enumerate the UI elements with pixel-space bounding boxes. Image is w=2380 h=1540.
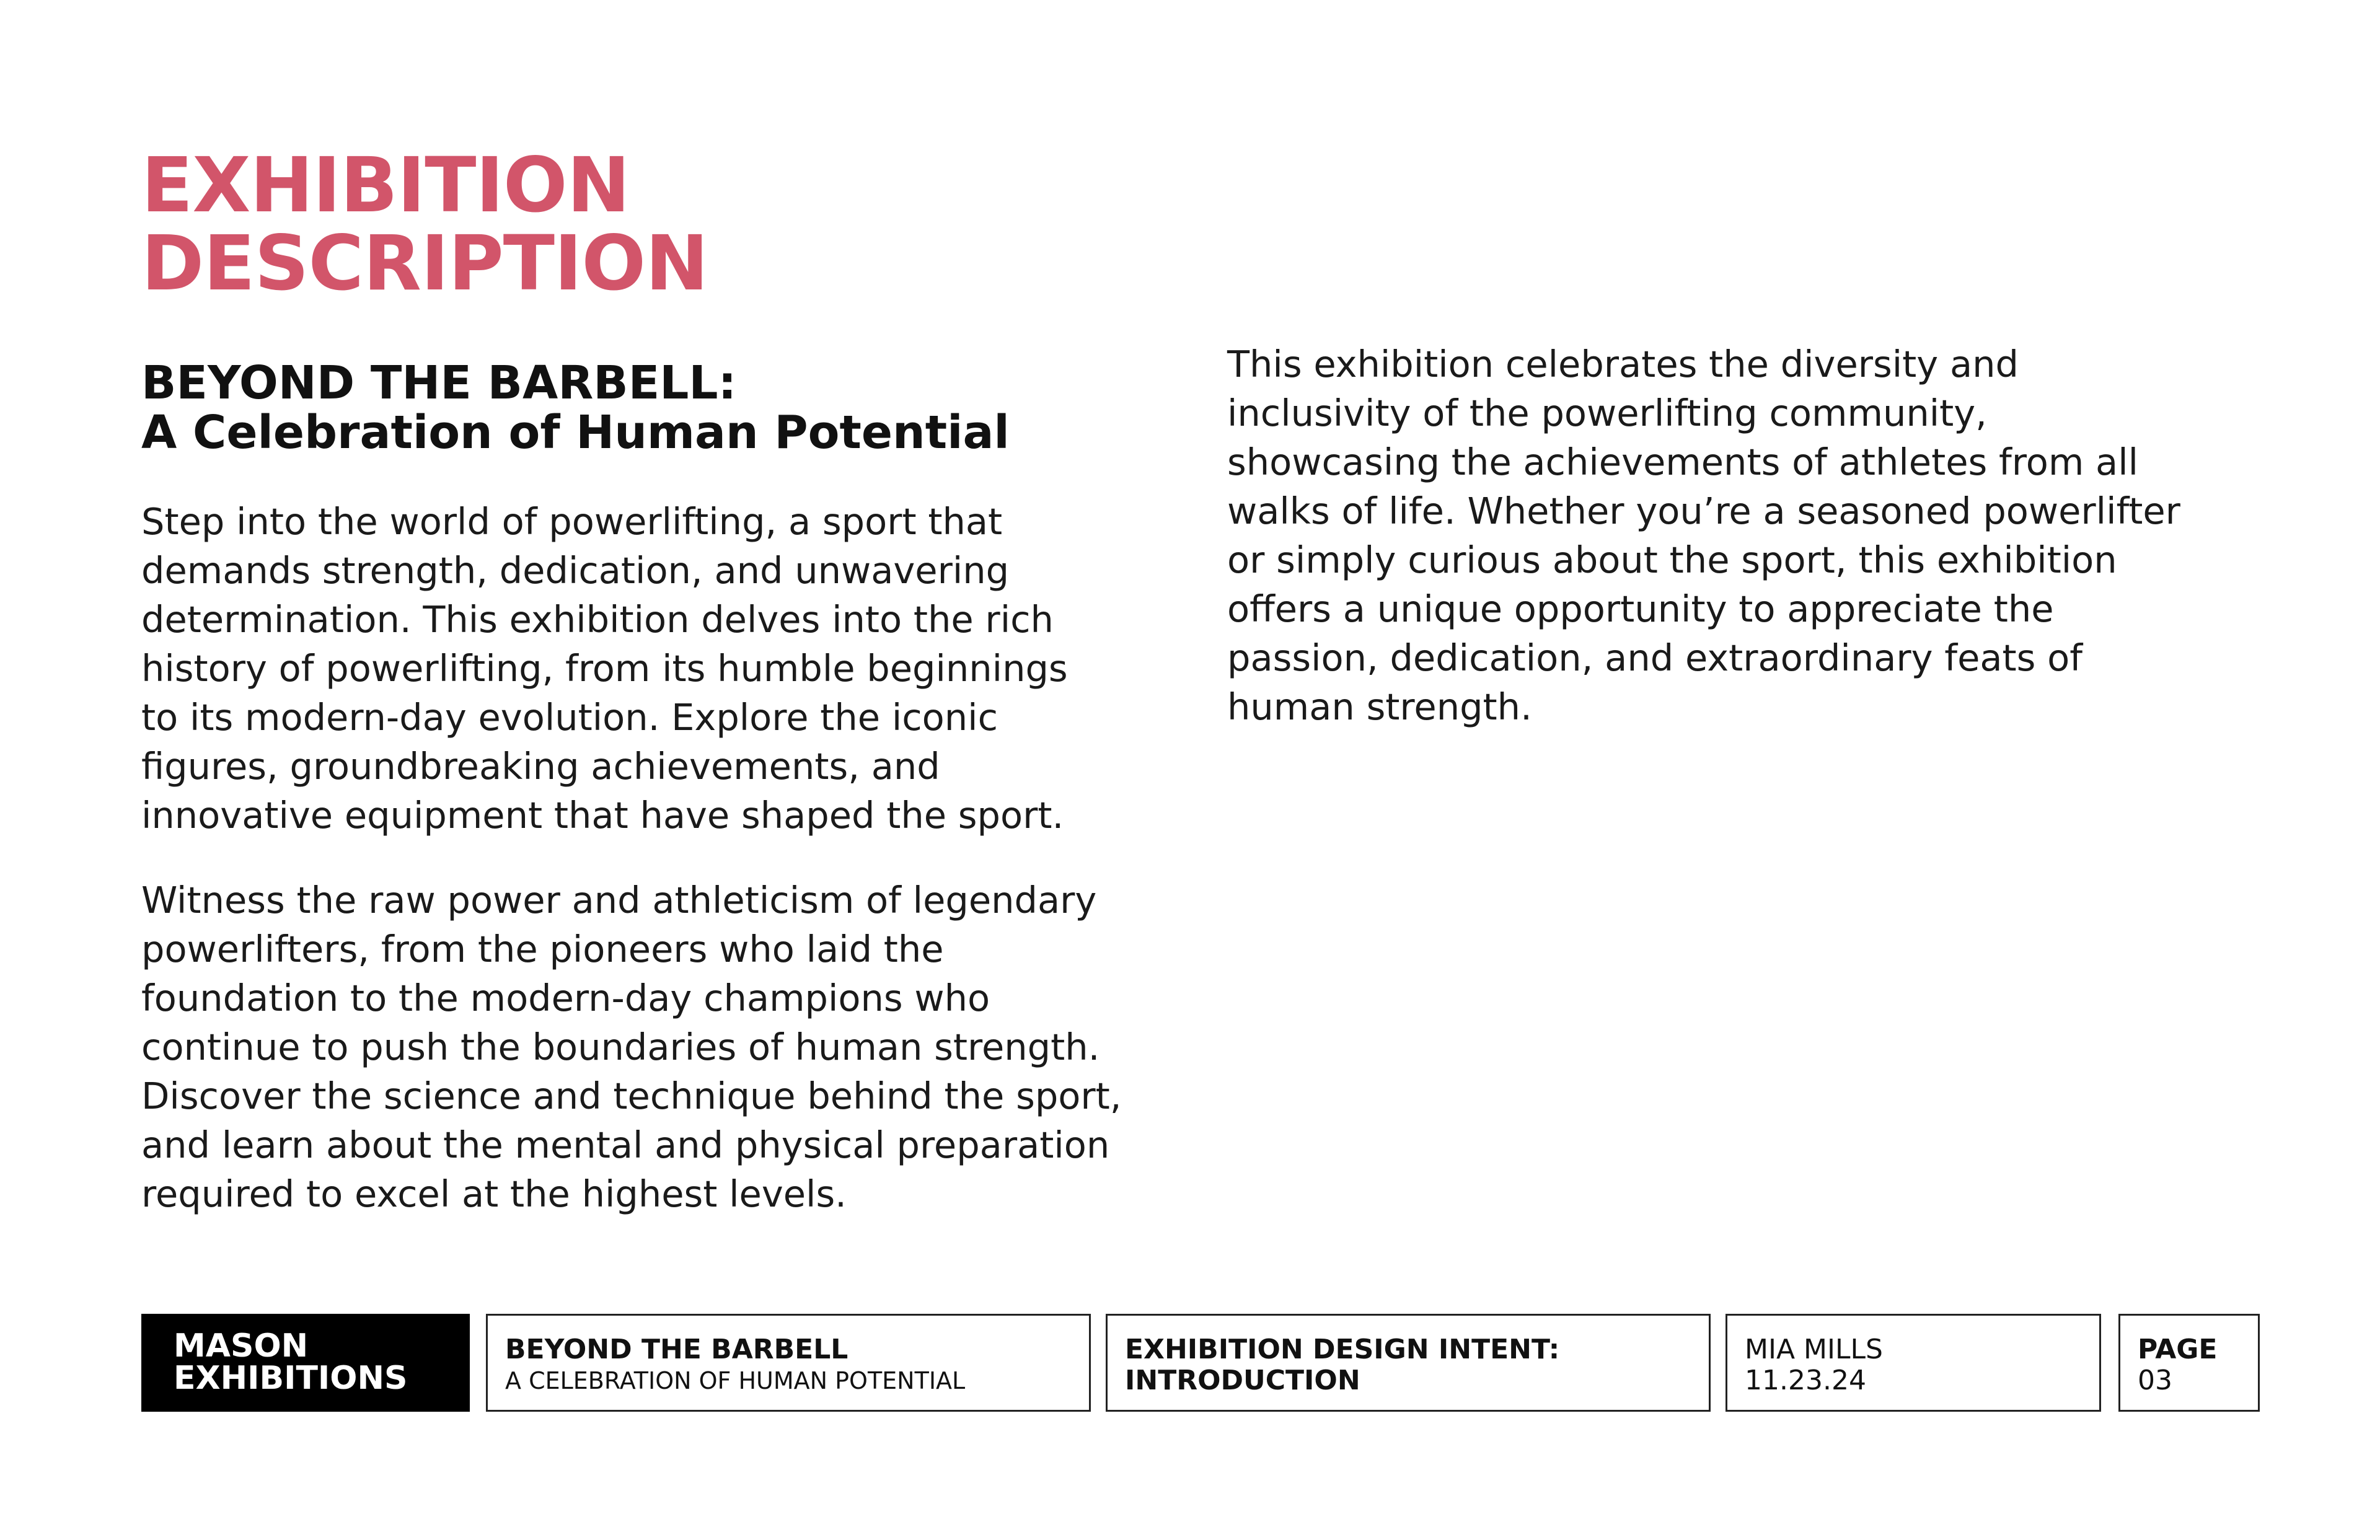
text-line: Witness the raw power and athleticism of legendary — [141, 879, 1097, 922]
paragraph-community — [1227, 340, 2281, 731]
footer-exhibition-box — [486, 1314, 1091, 1412]
text-line: powerlifters, from the pioneers who laid the — [141, 928, 944, 970]
text-line: to its modern-day evolution. Explore the iconic — [141, 696, 998, 739]
text-line: This exhibition celebrates the diversity and — [1227, 343, 2019, 385]
text-line: offers a unique opportunity to appreciate the — [1227, 587, 2054, 630]
subtitle-line-2: A Celebration of Human Potential — [141, 406, 1010, 459]
footer-author: MIA MILLS — [1745, 1334, 1883, 1365]
text-line: determination. This exhibition delves into the rich — [141, 598, 1054, 641]
text-line: demands strength, dedication, and unwavering — [141, 549, 1010, 592]
text-line: walks of life. Whether you’re a seasoned powerlifter — [1227, 490, 2180, 532]
text-line: inclusivity of the powerlifting community, — [1227, 392, 1987, 434]
text-line: Discover the science and technique behind the sport, — [141, 1075, 1122, 1117]
text-line: passion, dedication, and extraordinary feats of — [1227, 636, 2083, 679]
footer-intent-box — [1106, 1314, 1711, 1412]
subtitle-line-1: BEYOND THE BARBELL: — [141, 356, 737, 410]
paragraph-athletes — [141, 876, 1195, 1218]
text-line: and learn about the mental and physical preparation — [141, 1124, 1110, 1166]
footer-exhibition-title: BEYOND THE BARBELL — [505, 1334, 848, 1365]
footer-intent-line-2: INTRODUCTION — [1125, 1365, 1360, 1396]
text-line: history of powerlifting, from its humble beginnings — [141, 647, 1068, 690]
left-column — [141, 497, 1195, 1218]
text-line: figures, groundbreaking achievements, and — [141, 745, 940, 788]
text-line: or simply curious about the sport, this exhibition — [1227, 539, 2117, 581]
text-line: required to excel at the highest levels. — [141, 1173, 847, 1215]
page-title-line-1: EXHIBITION — [141, 141, 630, 229]
text-line: human strength. — [1227, 685, 1532, 728]
text-line: Step into the world of powerlifting, a sport that — [141, 500, 1003, 543]
text-line: foundation to the modern-day champions who — [141, 977, 990, 1019]
exhibition-subtitle — [141, 358, 1195, 457]
footer-page-number: 03 — [2138, 1365, 2172, 1396]
footer-page-label: PAGE — [2138, 1334, 2218, 1365]
footer-intent-line-1: EXHIBITION DESIGN INTENT: — [1125, 1334, 1560, 1365]
brand-line-1: MASON — [174, 1327, 309, 1365]
footer-author-box — [1726, 1314, 2101, 1412]
footer-date: 11.23.24 — [1745, 1365, 1866, 1396]
brand-logo — [141, 1314, 470, 1412]
brand-line-2: EXHIBITIONS — [174, 1360, 408, 1397]
text-line: innovative equipment that have shaped the sport. — [141, 794, 1064, 837]
right-column — [1227, 340, 2281, 731]
page-title-line-2: DESCRIPTION — [141, 219, 708, 307]
paragraph-history — [141, 497, 1195, 840]
text-line: continue to push the boundaries of human strength. — [141, 1026, 1100, 1068]
footer-exhibition-subtitle: A CELEBRATION OF HUMAN POTENTIAL — [505, 1367, 966, 1394]
footer-page-box — [2118, 1314, 2260, 1412]
text-line: showcasing the achievements of athletes from all — [1227, 441, 2138, 483]
page-title — [141, 141, 1071, 307]
